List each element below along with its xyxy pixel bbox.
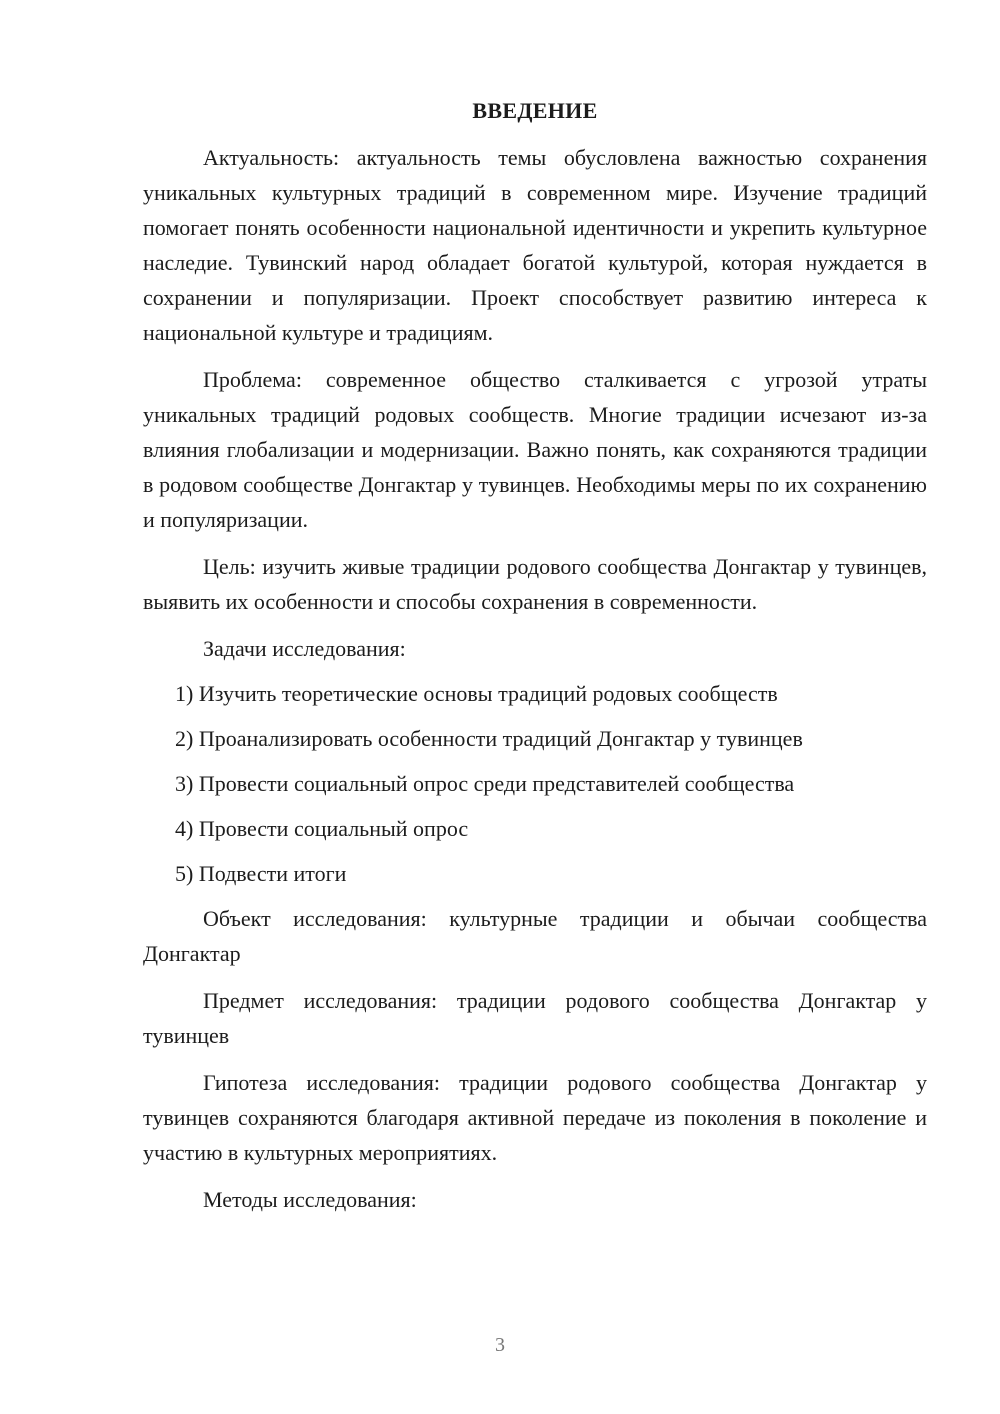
page-number: 3 (495, 1334, 505, 1356)
task-item: 2) Проанализировать особенности традиций Донгактар у тувинцев (175, 726, 803, 751)
task-item: 4) Провести социальный опрос (175, 816, 469, 841)
page-content (143, 94, 927, 1229)
tasks-list (143, 676, 927, 891)
paragraph-hypothesis: Гипотеза исследования: традиции родового сообщества Донгактар у тувинцев сохраняются благодаря активной передаче из поколения в поколение и участию в культурных мероприятиях. (143, 1070, 927, 1165)
section-heading: ВВЕДЕНИЕ (472, 98, 598, 123)
task-item: 5) Подвести итоги (175, 861, 347, 886)
paragraph-problem: Проблема: современное общество сталкивается с угрозой утраты уникальных традиций родовых сообществ. Многие традиции исчезают из-за влияния глобализации и модернизации. Важно понять, как сохраняются традиции в родовом сообществе Донгактар у тувинцев. Необходимы меры по их сохранению и популяризации. (143, 367, 927, 532)
paragraph-subject: Предмет исследования: традиции родового сообщества Донгактар у тувинцев (143, 988, 927, 1048)
paragraph-relevance: Актуальность: актуальность темы обусловлена важностью сохранения уникальных культурных традиций в современном мире. Изучение традиций помогает понять особенности национальной идентичности и укрепить культурное наследие. Тувинский народ обладает богатой культурой, которая нуждается в сохранении и популяризации. Проект способствует развитию интереса к национальной культуре и традициям. (143, 145, 927, 345)
tasks-title: Задачи исследования: (203, 636, 406, 661)
paragraph-object: Объект исследования: культурные традиции и обычаи сообщества Донгактар (143, 906, 927, 966)
task-item: 3) Провести социальный опрос среди представителей сообщества (175, 771, 795, 796)
paragraph-goal: Цель: изучить живые традиции родового сообщества Донгактар у тувинцев, выявить их особенности и способы сохранения в современности. (143, 554, 927, 614)
paragraph-methods: Методы исследования: (203, 1187, 417, 1212)
task-item: 1) Изучить теоретические основы традиций родовых сообществ (175, 681, 778, 706)
